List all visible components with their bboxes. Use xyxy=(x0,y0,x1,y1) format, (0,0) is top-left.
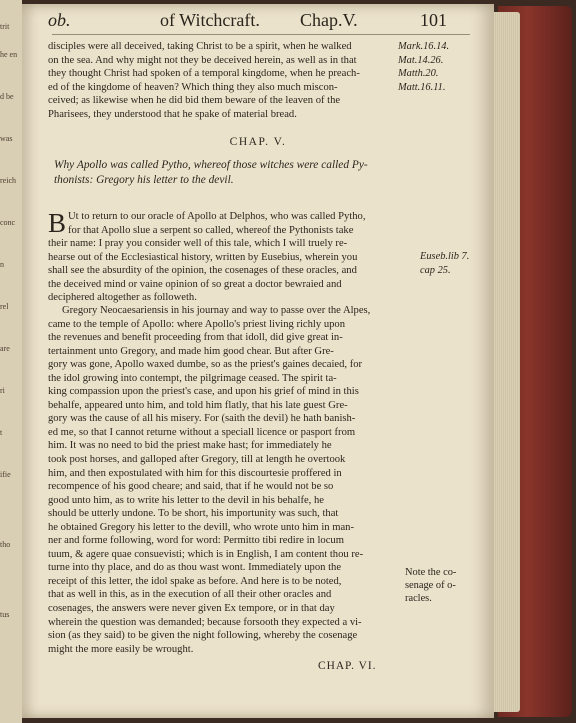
facing-page-fragment: t xyxy=(0,428,3,437)
text-line: for that Apollo slue a serpent so called, whereof the Pythonists take xyxy=(68,224,354,236)
text-line: the deceived mind or vaine opinion of so great a doctor bewraied and xyxy=(48,278,342,290)
text-line: on the sea. And why might not they be deceived herein, as well as in that xyxy=(48,54,357,66)
facing-page-fragment: he en xyxy=(0,50,18,59)
margin-note: Mat.14.26. xyxy=(398,54,444,66)
text-line: behalfe, appeared unto him, and told him flatly, that his late guest Gre- xyxy=(48,399,348,411)
text-line: shall see the absurdity of the opinion, the cosenages of these oracles, and xyxy=(48,265,357,277)
text-line: ed me, so that I cannot returne without a speciall licence or pasport from xyxy=(48,426,356,438)
page-edges xyxy=(490,12,520,712)
text-line: cosenages, the answers were never given Ex tempore, or in that day xyxy=(48,603,335,615)
text-line: him, and then expostulated with him for this discourtesie proffered in xyxy=(48,467,342,479)
text-line: Gregory Neocaesariensis in his journay and way to passe over the Alpes, xyxy=(62,305,371,316)
book-page xyxy=(22,4,494,718)
text-line: they thought Christ had spoken of a temporal kingdome, when he preach- xyxy=(48,68,360,80)
margin-note: cap 25. xyxy=(420,264,451,276)
facing-page-fragment: rel xyxy=(0,302,9,311)
margin-note: Euseb.lib 7. xyxy=(420,251,470,262)
text-line: he obtained Gregory his letter to the devill, who wrote unto him in man- xyxy=(48,521,354,533)
facing-page-fragment: conc xyxy=(0,218,16,227)
text-line: the idol growing into contempt, the pilgrimage ceased. The spirit ta- xyxy=(48,372,337,384)
margin-note: racles. xyxy=(405,593,432,605)
facing-page-fragment: reich xyxy=(0,176,16,185)
facing-page-sliver xyxy=(0,0,22,723)
margin-note: Matth.20. xyxy=(398,68,439,80)
text-line: turne into thy place, and do as thou wast wont. Immediately upon the xyxy=(48,562,342,574)
gregory-paragraph xyxy=(48,304,416,656)
text-line: king compassion upon the priest's case, and upon his grief of mind in this xyxy=(48,386,359,398)
facing-page-fragment: was xyxy=(0,134,13,143)
text-line: gory was the cause of all his misery. For (saith the devil) he hath banish- xyxy=(48,413,356,425)
facing-page-fragment: tho xyxy=(0,540,11,549)
margin-note: senage of o- xyxy=(405,580,456,592)
drop-cap: B xyxy=(48,208,67,238)
text-line: Ut to return to our oracle of Apollo at Delphos, who was called Pytho, xyxy=(68,211,366,222)
subtitle-line: Why Apollo was called Pytho, whereof those witches were called Py- xyxy=(54,159,368,171)
text-line: ceived; as likewise when he did bid them beware of the leaven of the xyxy=(48,95,341,107)
text-line: the revenues and benefit proceeding from that idoll, did give great in- xyxy=(48,332,343,344)
margin-note: Matt.16.11. xyxy=(398,81,446,93)
text-line: Pharisees, they understood that he spake of material bread. xyxy=(48,108,297,120)
facing-page-fragment: n xyxy=(0,260,4,269)
running-head xyxy=(22,10,494,34)
margin-note: Note the co- xyxy=(405,567,457,578)
chapter-subtitle xyxy=(54,158,474,187)
text-line: deciphered altogether as followeth. xyxy=(48,292,197,304)
text-line: him. It was no need to bid the priest make hast; for immediately he xyxy=(48,440,332,452)
text-line: came to the temple of Apollo: where Apollo's priest living richly upon xyxy=(48,318,346,330)
header-rule xyxy=(52,34,470,35)
page-number: 101 xyxy=(420,10,447,30)
running-head-title: of Witchcraft. xyxy=(160,10,260,30)
eusebius-margin-note xyxy=(420,250,494,277)
text-line: ner and forme following, word for word: Permitto tibi redire in locum xyxy=(48,535,344,547)
facing-page-fragment: trit xyxy=(0,22,10,31)
text-line: their name: I pray you consider well of this tale, which I will truely re- xyxy=(48,238,348,250)
subtitle-line: thonists: Gregory his letter to the devil. xyxy=(54,173,234,186)
text-line: wherein the question was demanded; because forsooth they expected a vi- xyxy=(48,616,362,628)
opening-paragraph xyxy=(48,210,420,305)
text-line: ed of the kingdome of heaven? Which thing they also much miscon- xyxy=(48,81,338,93)
text-line: recompence of his good cheare; and said, that if he would not be so xyxy=(48,481,334,493)
top-paragraph xyxy=(48,40,412,121)
text-line: should be utterly undone. To be short, his importunity was such, that xyxy=(48,508,339,520)
text-line: that as well in this, as in the execution of all their other oracles and xyxy=(48,589,332,601)
text-line: might the more easily be wrought. xyxy=(48,643,194,655)
text-line: hearse out of the Ecclesiastical history, written by Eusebius, wherein you xyxy=(48,251,358,263)
facing-page-fragment: ri xyxy=(0,386,5,395)
text-line: disciples were all deceived, taking Christ to be a spirit, when he walked xyxy=(48,41,352,52)
text-line: sion (as they said) to be given the night following, whereby the cosenage xyxy=(48,630,358,642)
text-line: good unto him, as to write his letter to the devil in his behalfe, he xyxy=(48,494,324,506)
facing-page-fragment: ifie xyxy=(0,470,11,479)
text-line: receipt of this letter, the idol spake as before. And here is to be noted, xyxy=(48,575,342,587)
catchword: CHAP. VI. xyxy=(318,660,377,672)
text-line: took post horses, and galloped after Gregory, till at length he overtook xyxy=(48,454,346,466)
top-margin-notes xyxy=(398,40,488,94)
facing-page-fragment: tus xyxy=(0,610,10,619)
running-head-catch: ob. xyxy=(48,10,71,30)
margin-note: Mark.16.14. xyxy=(398,41,450,52)
running-head-chapter: Chap.V. xyxy=(300,10,358,30)
facing-page-fragment: are xyxy=(0,344,10,353)
text-line: tertainment unto Gregory, and made him good chear. But after Gre- xyxy=(48,345,334,357)
text-line: gory was gone, Apollo waxed dumbe, so as the priest's gaines decaied, for xyxy=(48,359,363,371)
chapter-heading: CHAP. V. xyxy=(229,136,287,148)
facing-page-fragment: d be xyxy=(0,92,14,101)
cosenage-margin-note xyxy=(405,566,494,606)
text-line: tuum, & agere quae consuevisti; which is in English, I am content thou re- xyxy=(48,548,364,560)
